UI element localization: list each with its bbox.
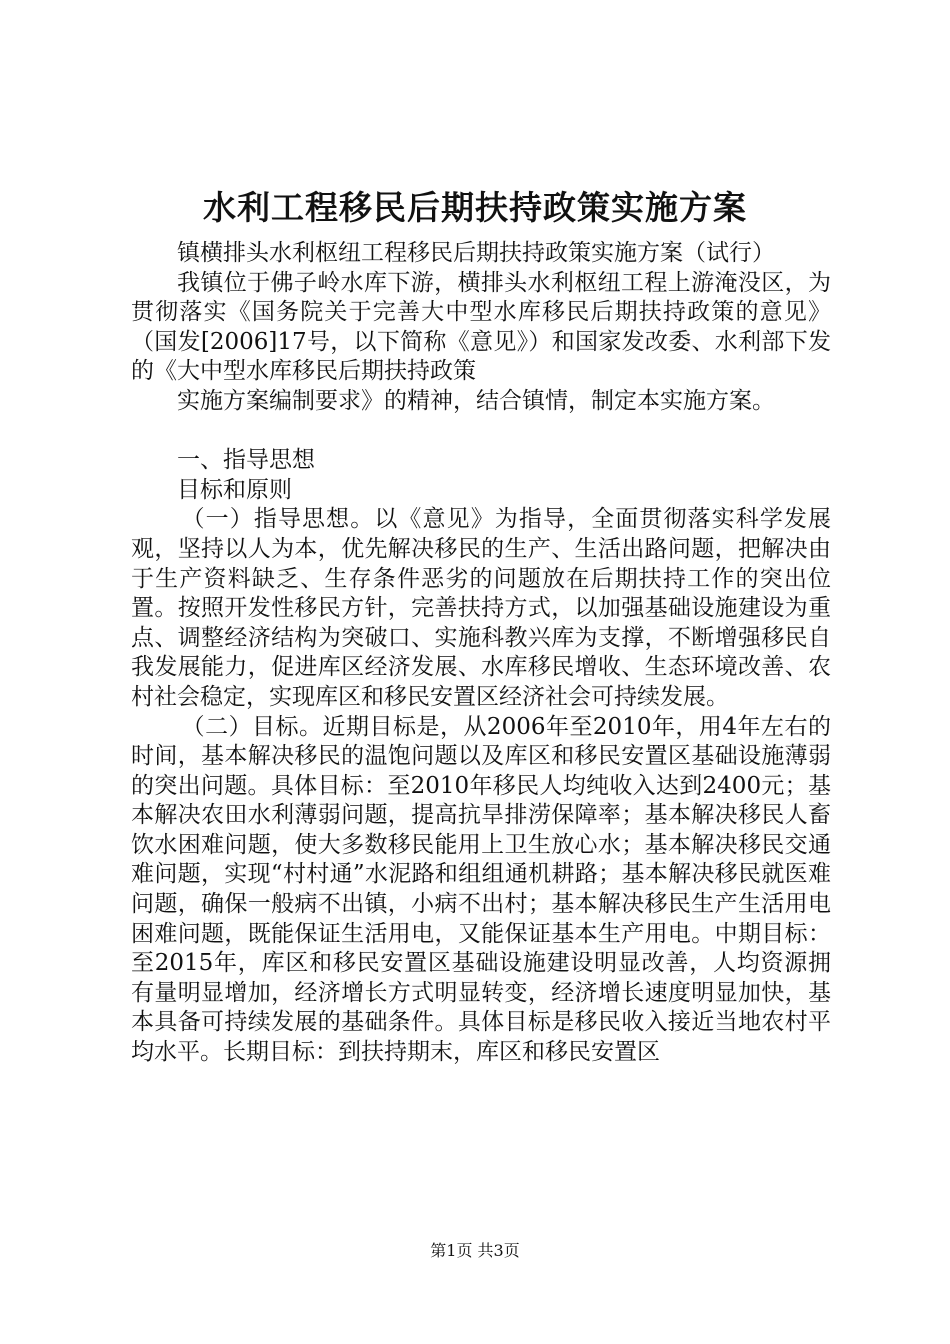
page-number: 第1页 共3页 [430,1241,520,1260]
section-subheading: 目标和原则 [177,476,292,503]
objectives-paragraph: （二）目标。近期目标是，从2006年至2010年，用4年左右的时间，基本解决移民的温饱问题以及库区和移民安置区基础设施薄弱的突出问题。具体目标：至2010年移民人均纯收入达到2400元；基本解决农田水利薄弱问题，提高抗旱排涝保障率；基本解决移民人畜饮水困难问题，使大多数移民能用上卫生放心水；基本解决移民交通难问题，实现“村村通”水泥路和组组通机耕路；基本解决移民就医难问题，确保一般病不出镇，小病不出村；基本解决移民生产生活用电困难问题，既能保证生活用电，又能保证基本生产用电。中期目标：至2015年，库区和移民安置区基础设施建设明显改善，人均资源拥有量明显增加，经济增长方式明显转变，经济增长速度明显加快，基本具备可持续发展的基础条件。具体目标是移民收入接近当地农村平均水平。长期目标：到扶持期末，库区和移民安置区 [131,713,831,1066]
intro-paragraph: 我镇位于佛子岭水库下游，横排头水利枢纽工程上游淹没区，为贯彻落实《国务院关于完善大中型水库移民后期扶持政策的意见》（国发[2006]17号，以下简称《意见》）和国家发改委、水利部下发的《大中型水库移民后期扶持政策 [131,269,831,385]
intro-continuation: 实施方案编制要求》的精神，结合镇情，制定本实施方案。 [177,387,775,414]
section-heading: 一、指导思想 [177,447,315,474]
document-body [131,239,831,1068]
blank-line [131,417,831,447]
guiding-thought-paragraph: （一）指导思想。以《意见》为指导，全面贯彻落实科学发展观，坚持以人为本，优先解决移民的生产、生活出路问题，把解决由于生产资料缺乏、生存条件恶劣的问题放在后期扶持工作的突出位置。按照开发性移民方针，完善扶持方式，以加强基础设施建设为重点、调整经济结构为突破口、实施科教兴库为支撑，不断增强移民自我发展能力，促进库区经济发展、水库移民增收、生态环境改善、农村社会稳定，实现库区和移民安置区经济社会可持续发展。 [131,506,831,710]
subtitle-paragraph: 镇横排头水利枢纽工程移民后期扶持政策实施方案（试行） [177,240,775,266]
document-title: 水利工程移民后期扶持政策实施方案 [203,188,747,227]
